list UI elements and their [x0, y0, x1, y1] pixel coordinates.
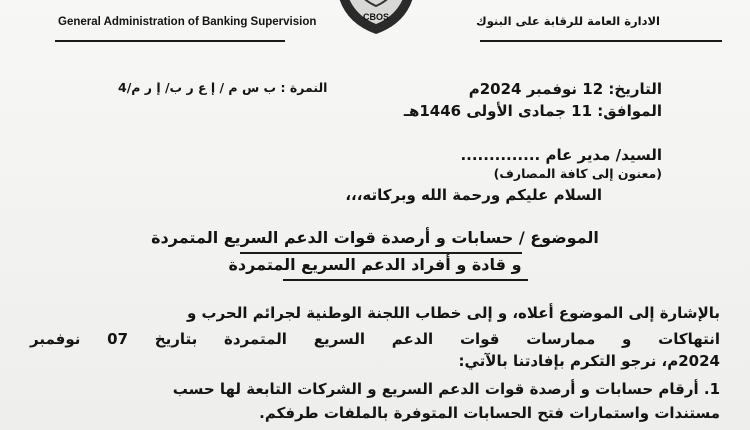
body-line-3: 2024م، نرجو التكرم بإفادتنا بالآتي:: [458, 352, 720, 370]
reference-number: النمرة : ب س م / إ ع ر ب/ إ ر م/4: [118, 80, 328, 95]
body-line-4: 1. أرقام حسابات و أرصدة قوات الدعم السريع و الشركات التابعة لها حسب: [172, 380, 720, 398]
header-english-title: General Administration of Banking Supervision: [58, 16, 317, 28]
header-arabic-title: الادارة العامة للرقابة على البنوك: [476, 14, 660, 28]
body-line-2: انتهاكات و ممارسات قوات الدعم السريع المتمردة بتاريخ 07 نوفمبر: [30, 330, 720, 348]
recipient-note: (معنون إلى كافة المصارف): [493, 166, 662, 181]
central-bank-logo-icon: [328, 0, 424, 40]
subject-underline-2: [283, 279, 528, 281]
body-line-1: بالإشارة إلى الموضوع أعلاه، و إلى خطاب اللجنة الوطنية لجرائم الحرب و: [186, 304, 720, 322]
gregorian-date: التاريخ: 12 نوفمبر 2024م: [468, 80, 662, 98]
header-rule-left: [55, 40, 285, 42]
logo-text: CBOS: [362, 12, 390, 22]
header-rule-right: [480, 40, 722, 42]
subject-underline-1: [240, 252, 522, 254]
subject-line-1: الموضوع / حسابات و أرصدة قوات الدعم السريع المتمردة: [151, 228, 599, 247]
recipient-line: السيد/ مدير عام ..............: [460, 146, 662, 164]
subject-line-2: و قادة و أفراد الدعم السريع المتمردة: [228, 255, 522, 274]
hijri-date: الموافق: 11 جمادى الأولى 1446هـ: [403, 102, 662, 120]
greeting-line: السلام عليكم ورحمة الله وبركاته،،،: [345, 186, 602, 204]
body-line-5: مستندات واستمارات فتح الحسابات المتوفرة بالملفات طرفكم.: [259, 404, 720, 422]
